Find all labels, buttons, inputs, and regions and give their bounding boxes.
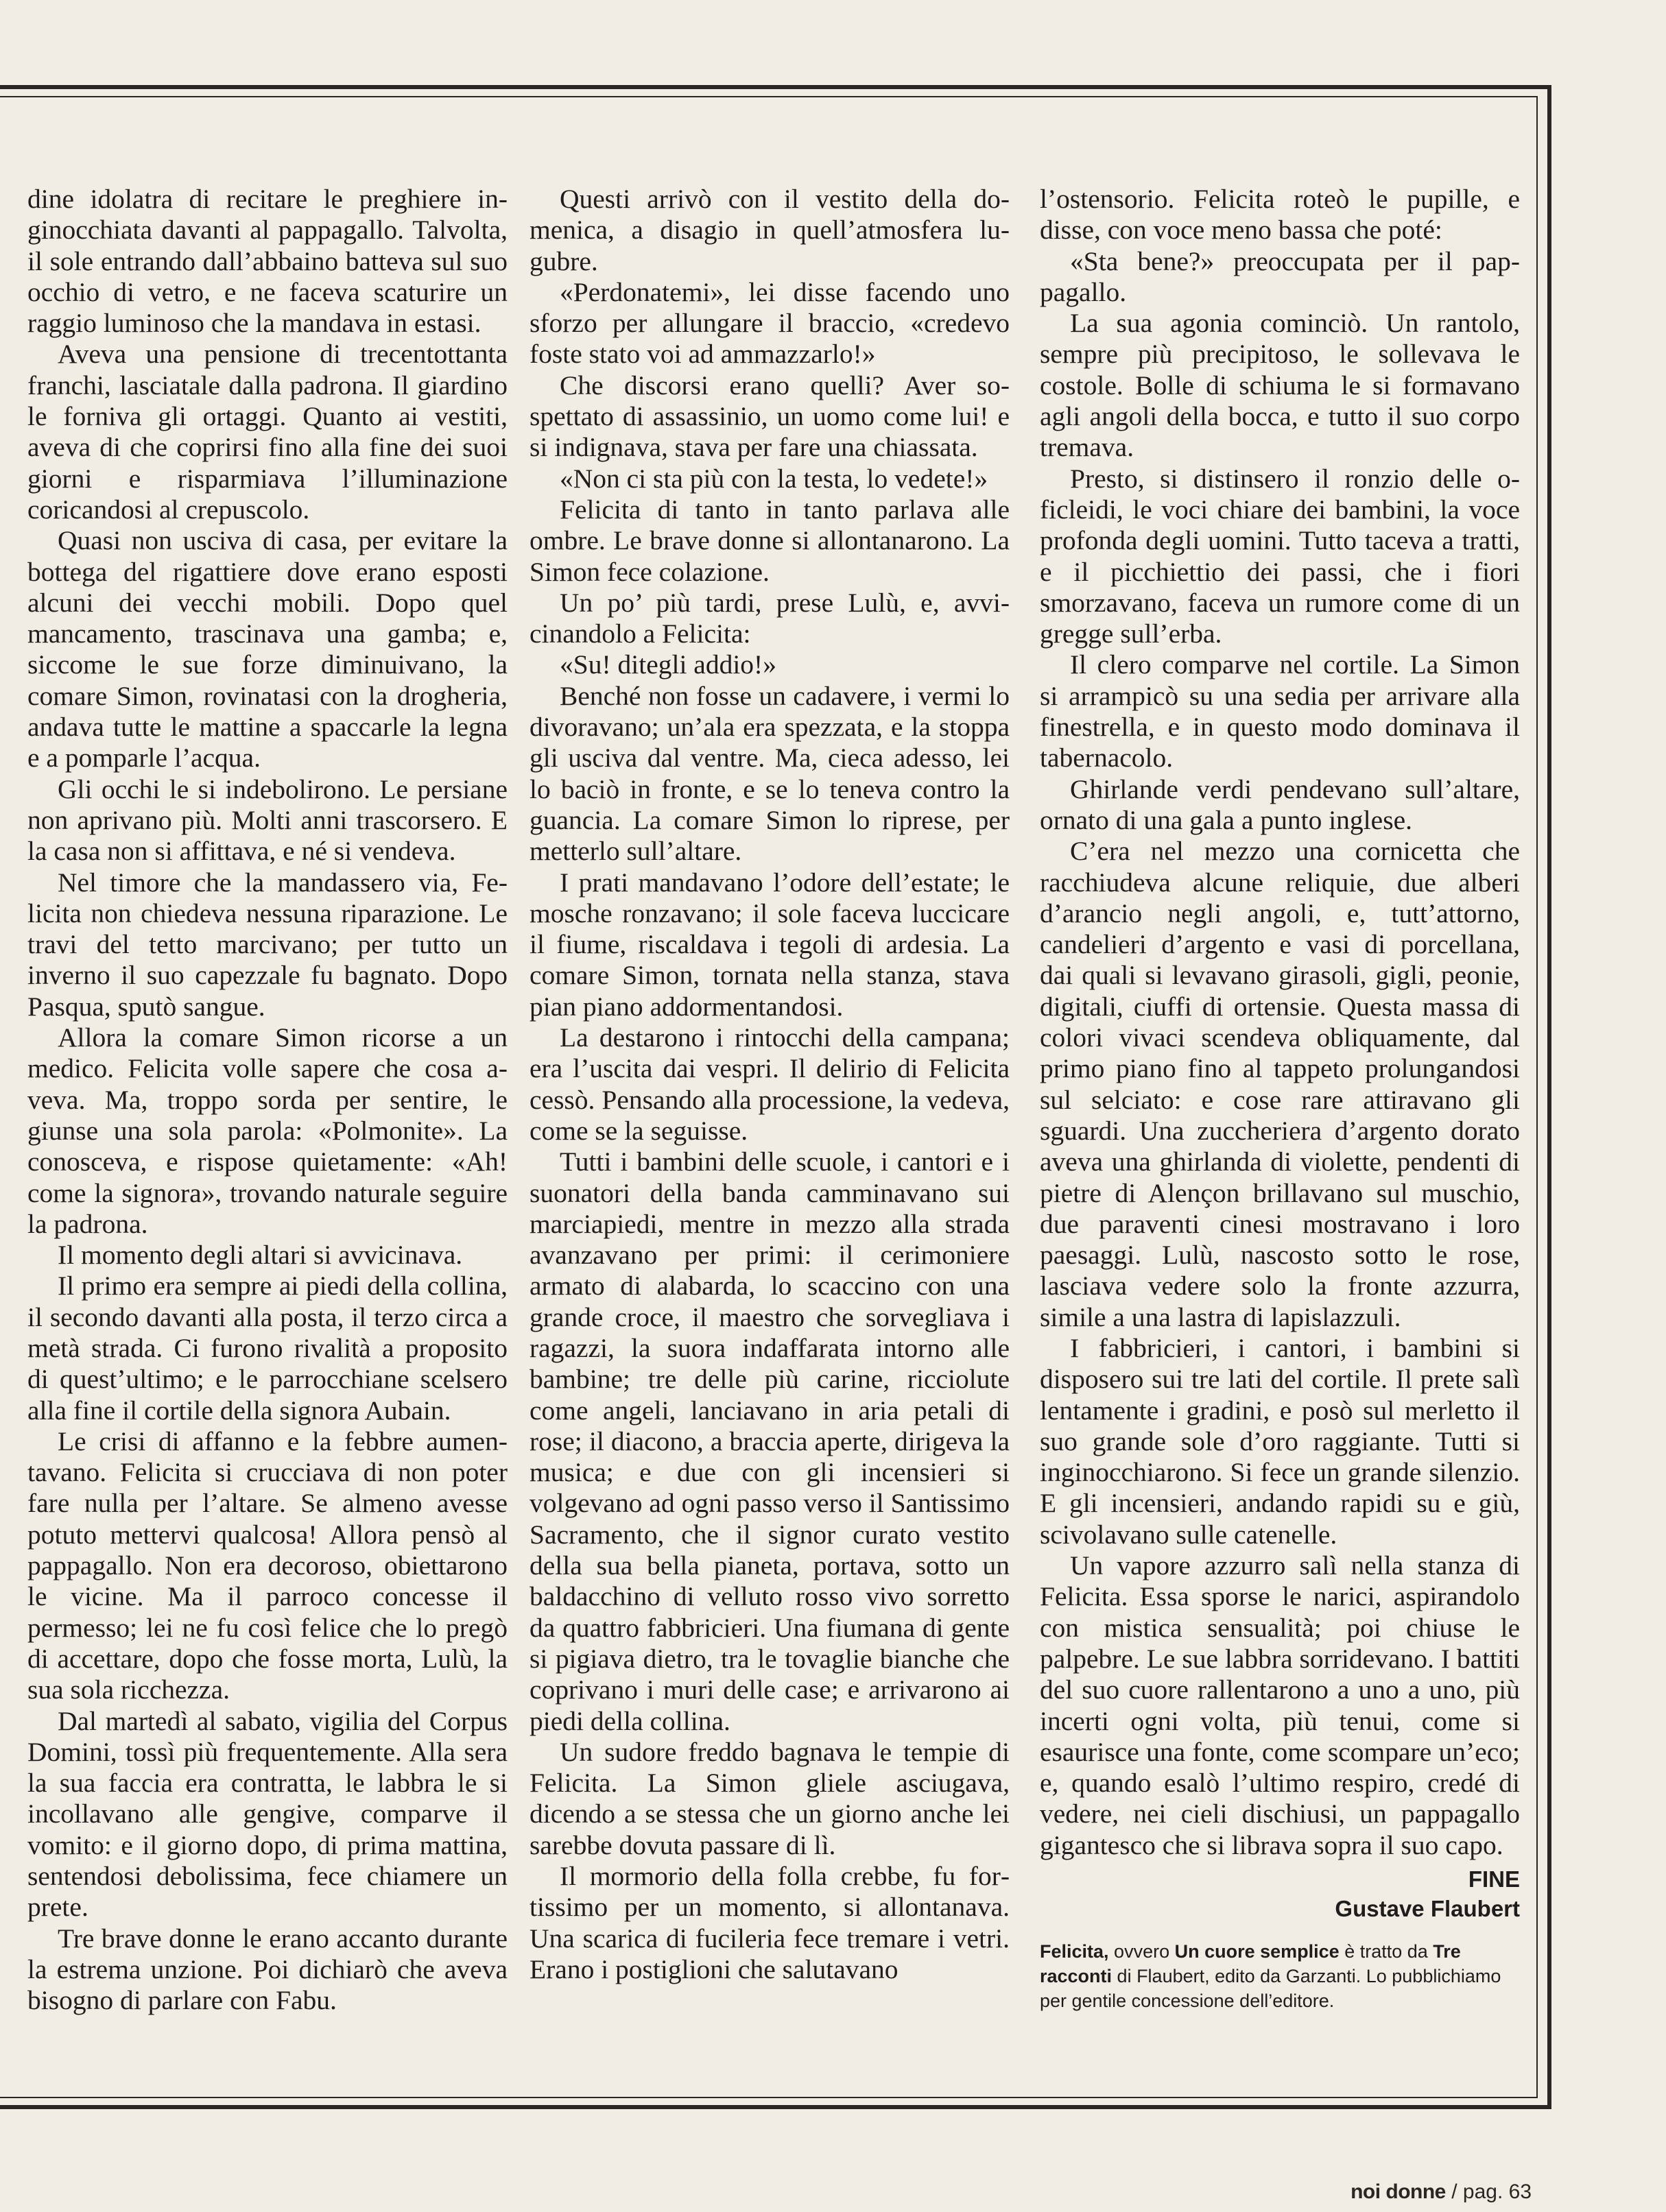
- paragraph: Allora la comare Simon ricorse a un medico. Felicita volle sapere che cosa aveva. Ma, troppo sorda per sentire, le giunse una sola parola: «Polmonite». La conosceva, e rispose quietamente: «Ah! come la signora», trovando naturale seguire la padrona.: [27, 1022, 508, 1239]
- paragraph: La sua agonia cominciò. Un rantolo, sempre più precipitoso, le sollevava le costole. Bolle di schiuma le si formavano agli angoli della bocca, e tutto il suo corpo tremava.: [1040, 308, 1520, 463]
- paragraph: Le crisi di affanno e la febbre aumentavano. Felicita si crucciava di non poter fare nulla per l’altare. Se almeno avesse potuto mettervi qualcosa! Allora pensò al pappagallo. Non era decoroso, obiettarono le vicine. Ma il parroco concesse il permesso; lei ne fu così felice che lo pregò di accettare, dopo che fosse morta, Lulù, la sua sola ricchezza.: [27, 1426, 508, 1705]
- footer-separator: /: [1451, 2180, 1457, 2203]
- paragraph: Un sudore freddo bagnava le tempie di Felicita. La Simon gliele asciugava, dicendo a se stessa che un giorno anche lei sarebbe dovuta passare di lì.: [529, 1736, 1010, 1860]
- page-footer: [1350, 2180, 1532, 2204]
- paragraph: «Su! ditegli addio!»: [560, 649, 776, 680]
- paragraph: C’era nel mezzo una cornicetta che racchiudeva alcune reliquie, due alberi d’arancio negli angoli, e, tutt’attorno, candelieri d’argento e vasi di porcellana, dai quali si levavano girasoli, gigli, peonie, digitali, ciuffi di ortensie. Questa massa di colori vivaci scendeva obliquamente, dal primo piano fino al tappeto prolungandosi sul selciato: e cose rare attiravano gli sguardi. Una zuccheriera d’argento dorato aveva una ghirlanda di violette, pendenti di pietre di Alençon brillavano sul muschio, due paraventi cinesi mostravano i loro paesaggi. Lulù, nascosto sotto le rose, lasciava vedere solo la fronte azzurra, simile a una lastra di lapislazzuli.: [1040, 836, 1520, 1332]
- paragraph: Benché non fosse un cadavere, i vermi lo divoravano; un’ala era spezzata, e la stoppa gli usciva dal ventre. Ma, cieca adesso, lei lo baciò in fronte, e se lo teneva contro la guancia. La comare Simon lo riprese, per metterlo sull’altare.: [529, 680, 1010, 867]
- author-name: Gustave Flaubert: [1335, 1896, 1520, 1922]
- note-bold-1: Felicita,: [1040, 1941, 1109, 1962]
- paragraph: «Non ci sta più con la testa, lo vedete!»: [560, 463, 988, 494]
- paragraph: Il momento degli altari si avvicinava.: [58, 1240, 463, 1271]
- paragraph: Tutti i bambini delle scuole, i cantori e i suonatori della banda camminavano sui marciapiedi, mentre in mezzo alla strada avanzavano per primi: il cerimoniere armato di alabarda, lo scaccino con una grande croce, il maestro che sorvegliava i ragazzi, la suora indaffarata intorno alle bambine; tre delle più carine, ricciolute come angeli, lanciavano in aria petali di rose; il diacono, a braccia aperte, dirigeva la musica; e due con gli incensieri si volgevano ad ogni passo verso il Santissimo Sacramento, che il signor curato vestito della sua bella pianeta, portava, sotto un baldacchino di velluto rosso vivo sorretto da quattro fabbricieri. Una fiumana di gente si pigiava dietro, tra le tovaglie bianche che coprivano i muri delle case; e arrivarono ai piedi della collina.: [529, 1146, 1010, 1736]
- note-bold-2: Un cuore semplice: [1174, 1941, 1340, 1962]
- article-column-2: [529, 184, 1010, 1985]
- paragraph: dine idolatra di recitare le preghiere inginocchiata davanti al pappagallo. Talvolta, il sole entrando dall’abbaino batteva sul suo occhio di vetro, e ne faceva scaturire un raggio luminoso che la mandava in estasi.: [27, 184, 508, 339]
- paragraph: Ghirlande verdi pendevano sull’altare, ornato di una gala a punto inglese.: [1040, 773, 1520, 835]
- paragraph: Quasi non usciva di casa, per evitare la bottega del rigattiere dove erano esposti alcuni dei vecchi mobili. Dopo quel mancamento, trascinava una gamba; e, siccome le sue forze diminuivano, la comare Simon, rovinatasi con la drogheria, andava tutte le mattine a spaccarle la legna e a pomparle l’acqua.: [27, 525, 508, 773]
- article-column-3-body: [1040, 184, 1520, 1861]
- article-column-3: [1040, 184, 1520, 2013]
- paragraph: Dal martedì al sabato, vigilia del Corpus Domini, tossì più frequentemente. Alla sera la sua faccia era contratta, le labbra le si incollavano alle gengive, comparve il vomito: e il giorno dopo, di prima mattina, sentendosi debolissima, fece chiamere un prete.: [27, 1705, 508, 1923]
- paragraph: Il primo era sempre ai piedi della collina, il secondo davanti alla posta, il terzo circa a metà strada. Ci furono rivalità a proposito di quest’ultimo; e le parrocchiane scelsero alla fine il cortile della signora Aubain.: [27, 1271, 508, 1426]
- paragraph: «Sta bene?» preoccupata per il pappagallo.: [1040, 245, 1520, 307]
- paragraph: Presto, si distinsero il ronzio delle oficleidi, le voci chiare dei bambini, la voce profonda degli uomini. Tutto taceva a tratti, e il picchiettio dei passi, che i fiori smorzavano, faceva un rumore come di un gregge sull’erba.: [1040, 463, 1520, 649]
- paragraph: Felicita di tanto in tanto parlava alle ombre. Le brave donne si allontanarono. La Simon fece colazione.: [529, 494, 1010, 587]
- page-number: pag. 63: [1462, 2180, 1532, 2203]
- article-column-1: [27, 184, 508, 2017]
- paragraph: «Perdonatemi», lei disse facendo uno sforzo per allungare il braccio, «credevo foste stato voi ad ammazzarlo!»: [529, 276, 1010, 370]
- paragraph: La destarono i rintocchi della campana; era l’uscita dai vespri. Il delirio di Felicita cessò. Pensando alla processione, la vedeva, come se la seguisse.: [529, 1022, 1010, 1146]
- note-text-1: ovvero: [1108, 1941, 1175, 1962]
- paragraph: I fabbricieri, i cantori, i bambini si disposero sui tre lati del cortile. Il prete salì lentamente i gradini, e posò sul merletto il suo grande sole d’oro raggiante. Tutti si inginocchiarono. Si fece un grande silenzio. E gli incensieri, andando rapidi su e giù, scivolavano sulle catenelle.: [1040, 1332, 1520, 1550]
- paragraph: Un vapore azzurro salì nella stanza di Felicita. Essa sporse le narici, aspirandolo con mistica sensualità; poi chiuse le palpebre. Le sue labbra sorridevano. I battiti del suo cuore rallentarono a uno a uno, più incerti ogni volta, più tenui, come si esaurisce una fonte, come scompare un’eco; e, quando esalò l’ultimo respiro, credé di vedere, nei cieli dischiusi, un pappagallo gigantesco che si librava sopra il suo capo.: [1040, 1550, 1520, 1860]
- note-text-2: è tratto da: [1339, 1941, 1433, 1962]
- source-note: [1040, 1939, 1520, 2013]
- paragraph: Questi arrivò con il vestito della domenica, a disagio in quell’atmosfera lugubre.: [529, 184, 1010, 276]
- paragraph: l’ostensorio. Felicita roteò le pupille, e disse, con voce meno bassa che poté:: [1040, 184, 1520, 245]
- paragraph: Gli occhi le si indebolirono. Le persiane non aprivano più. Molti anni trascorsero. E la casa non si affittava, e né si vendeva.: [27, 773, 508, 867]
- note-bold-3: Tre racconti: [1040, 1941, 1461, 1987]
- paragraph: Tre brave donne le erano accanto durante la estrema unzione. Poi dichiarò che aveva bisogno di parlare con Fabu.: [27, 1923, 508, 2016]
- paragraph: Aveva una pensione di trecentottanta franchi, lasciatale dalla padrona. Il giardino le forniva gli ortaggi. Quanto ai vestiti, aveva di che coprirsi fino alla fine dei suoi giorni e risparmiava l’illuminazione coricandosi al crepuscolo.: [27, 339, 508, 525]
- note-text-3: di Flaubert, edito da Garzanti. Lo pubblichiamo per gentile concessione dell’editore.: [1040, 1966, 1501, 2012]
- end-mark: FINE: [1468, 1866, 1520, 1892]
- paragraph: I prati mandavano l’odore dell’estate; le mosche ronzavano; il sole faceva luccicare il fiume, riscaldava i tegoli di ardesia. La comare Simon, tornata nella stanza, stava pian piano addormentandosi.: [529, 867, 1010, 1022]
- paragraph: Il mormorio della folla crebbe, fu fortissimo per un momento, si allontanava. Una scarica di fucileria fece tremare i vetri. Erano i postiglioni che salutavano: [529, 1861, 1010, 1984]
- paragraph: Un po’ più tardi, prese Lulù, e, avvicinandolo a Felicita:: [529, 587, 1010, 649]
- paragraph: Il clero comparve nel cortile. La Simon si arrampicò su una sedia per arrivare alla finestrella, e in questo modo dominava il tabernacolo.: [1040, 649, 1520, 773]
- paragraph: Che discorsi erano quelli? Aver sospettato di assassinio, un uomo come lui! e si indignava, stava per fare una chiassata.: [529, 370, 1010, 463]
- magazine-brand: noi donne: [1350, 2180, 1446, 2203]
- paragraph: Nel timore che la mandassero via, Felicita non chiedeva nessuna riparazione. Le travi del tetto marcivano; per tutto un inverno il suo capezzale fu bagnato. Dopo Pasqua, sputò sangue.: [27, 867, 508, 1022]
